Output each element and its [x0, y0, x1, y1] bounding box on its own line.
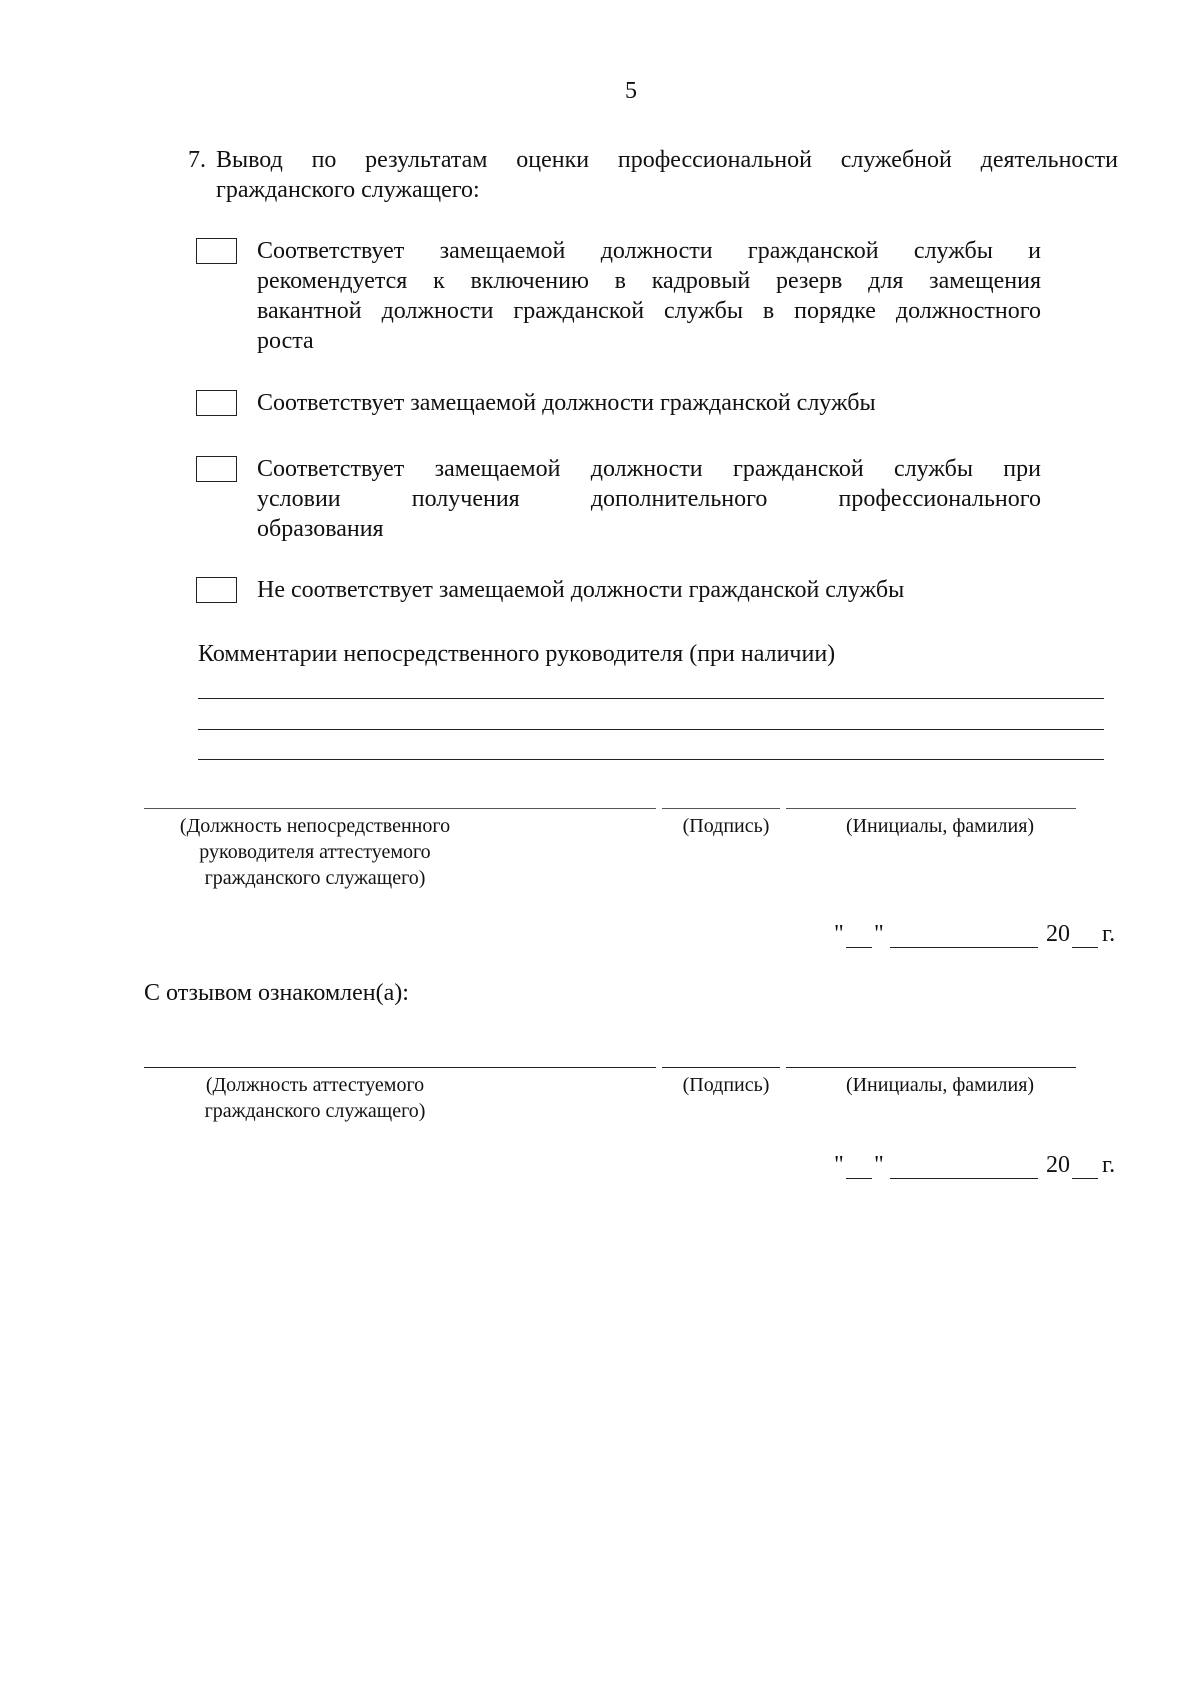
option-text-line: Соответствует замещаемой должности гражданской службы [257, 390, 876, 416]
option-text-line: рекомендуется к включению в кадровый резерв для замещения [257, 268, 1041, 294]
employee-date: " " 20 г. [834, 1152, 1116, 1178]
option-text-line: образования [257, 516, 384, 542]
comments-line[interactable] [198, 759, 1104, 760]
section-title-line: Вывод по результатам оценки профессиональной служебной деятельности [216, 147, 1118, 173]
section-heading [188, 145, 1118, 205]
section-number: 7. [188, 147, 206, 173]
employee-position-line[interactable] [144, 1067, 656, 1068]
date-day-field[interactable] [846, 921, 872, 948]
comments-label: Комментарии непосредственного руководителя (при наличии) [198, 641, 836, 667]
supervisor-signature-caption: (Подпись) [682, 815, 770, 837]
employee-name-line[interactable] [786, 1067, 1076, 1068]
option-checkbox[interactable] [196, 456, 237, 482]
option-text-line: Соответствует замещаемой должности гражданской службы и [257, 238, 1041, 264]
employee-position-caption: (Должность аттестуемого гражданского служащего) [204, 1074, 426, 1122]
section-title-line: гражданского служащего: [216, 177, 480, 203]
option-checkbox[interactable] [196, 238, 237, 264]
employee-signature-caption: (Подпись) [682, 1074, 770, 1096]
option-does-not-correspond [196, 575, 1046, 605]
date-month-field[interactable] [890, 921, 1038, 948]
date-day-field[interactable] [846, 1152, 872, 1179]
acknowledgement-label: С отзывом ознакомлен(а): [144, 980, 409, 1006]
page-number: 5 [625, 78, 637, 104]
date-year-field[interactable] [1072, 1152, 1098, 1179]
employee-name-caption: (Инициалы, фамилия) [845, 1074, 1035, 1096]
supervisor-name-caption: (Инициалы, фамилия) [845, 815, 1035, 837]
option-corresponds-with-education [196, 454, 1046, 544]
option-checkbox[interactable] [196, 390, 237, 416]
option-text-line: роста [257, 328, 314, 354]
supervisor-name-line[interactable] [786, 808, 1076, 809]
comments-line[interactable] [198, 729, 1104, 730]
comments-line[interactable] [198, 698, 1104, 699]
date-month-field[interactable] [890, 1152, 1038, 1179]
supervisor-position-caption: (Должность непосредственного руководителя аттестуемого гражданского служащего) [179, 815, 451, 889]
supervisor-signature-line[interactable] [662, 808, 780, 809]
option-recommended-reserve [196, 236, 1046, 356]
option-checkbox[interactable] [196, 577, 237, 603]
option-text-line: Не соответствует замещаемой должности гражданской службы [257, 577, 905, 603]
employee-signature-line[interactable] [662, 1067, 780, 1068]
supervisor-position-line[interactable] [144, 808, 656, 809]
supervisor-date: " " 20 г. [834, 921, 1116, 947]
date-year-field[interactable] [1072, 921, 1098, 948]
option-corresponds [196, 388, 1046, 418]
option-text-line: Соответствует замещаемой должности гражданской службы при [257, 456, 1041, 482]
option-text-line: вакантной должности гражданской службы в порядке должностного [257, 298, 1041, 324]
option-text-line: условии получения дополнительного профессионального [257, 486, 1041, 512]
